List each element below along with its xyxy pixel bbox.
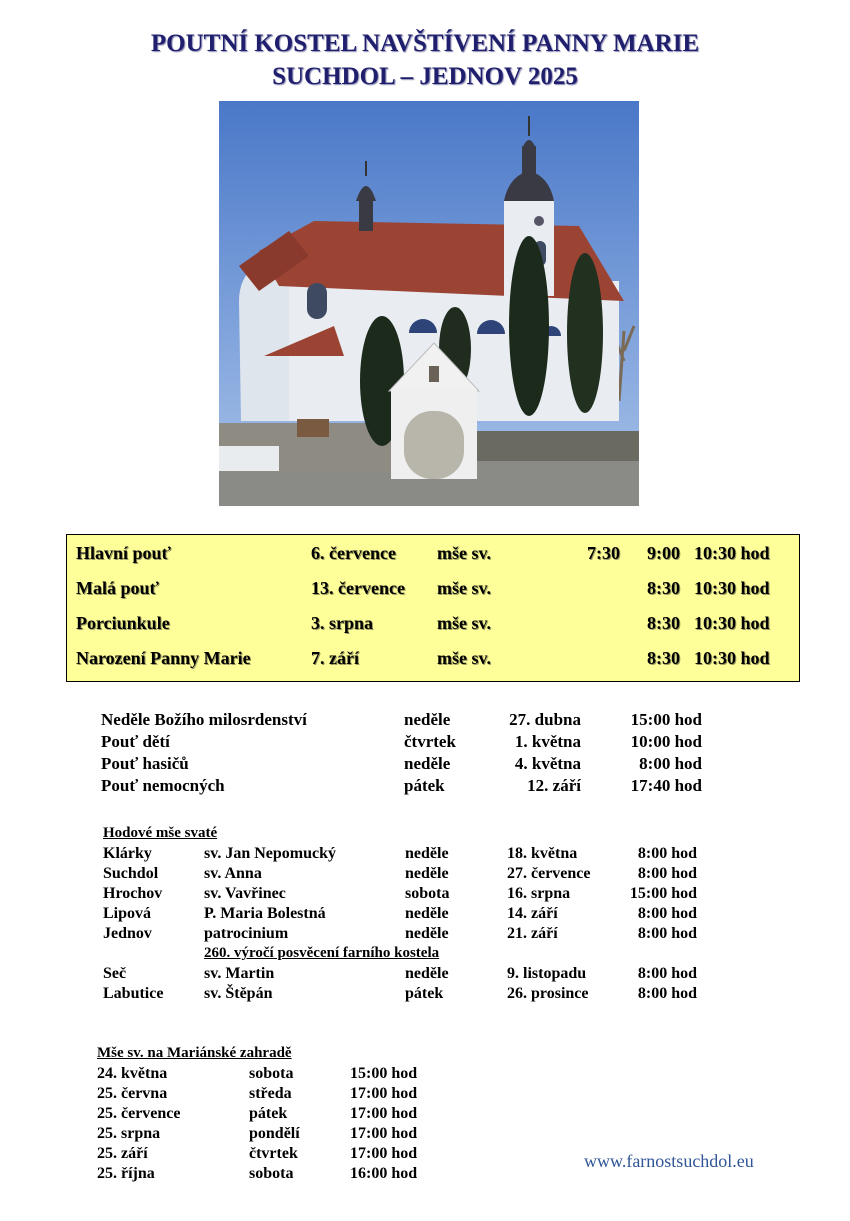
garden-time: 17:00 hod <box>350 1145 418 1162</box>
pilgrimage-time-1: 7:30 <box>587 543 620 563</box>
feast-place: Seč <box>103 965 127 982</box>
pilgrimage-time-3: 10:30 hod <box>694 648 770 668</box>
feast-date: 27. července <box>507 865 591 882</box>
pilgrimage-mass-label: mše sv. <box>437 578 491 598</box>
event-name: Pouť dětí <box>101 732 170 751</box>
garden-time: 15:00 hod <box>350 1065 418 1082</box>
pilgrimage-schedule-box <box>66 534 800 682</box>
garden-date: 25. června <box>97 1085 168 1102</box>
feast-day: neděle <box>405 845 449 862</box>
feast-day: pátek <box>405 985 444 1002</box>
feast-day: neděle <box>405 865 449 882</box>
pilgrimage-time-3: 10:30 hod <box>694 543 770 563</box>
pilgrimage-time-2: 8:30 <box>647 648 680 668</box>
garden-day: čtvrtek <box>249 1145 298 1162</box>
garden-day: středa <box>249 1085 292 1102</box>
feast-time: 8:00 hod <box>637 925 697 942</box>
feast-saint: sv. Jan Nepomucký <box>204 845 337 862</box>
event-time: 8:00 hod <box>639 754 702 773</box>
feast-time: 8:00 hod <box>637 865 697 882</box>
garden-day: sobota <box>249 1065 294 1082</box>
event-date: 27. dubna <box>509 710 581 729</box>
pilgrimage-mass-label: mše sv. <box>437 543 491 563</box>
pilgrimage-date: 6. července <box>311 543 396 563</box>
feast-saint: patrocinium <box>204 925 289 942</box>
feast-place: Lipová <box>103 905 152 922</box>
garden-date: 25. srpna <box>97 1125 161 1142</box>
feast-day: neděle <box>405 925 449 942</box>
page-title-line1: POUTNÍ KOSTEL NAVŠTÍVENÍ PANNY MARIE <box>150 30 700 57</box>
garden-date: 25. října <box>97 1165 155 1182</box>
pilgrimage-date: 13. července <box>311 578 405 598</box>
feast-time: 8:00 hod <box>637 985 697 1002</box>
feast-date: 16. srpna <box>507 885 571 902</box>
anniversary-note: 260. výročí posvěcení farního kostela <box>204 945 440 961</box>
church-photo <box>219 101 639 506</box>
feast-place: Labutice <box>103 985 164 1002</box>
pilgrimage-time-2: 8:30 <box>647 613 680 633</box>
event-time: 10:00 hod <box>630 732 702 751</box>
event-day: čtvrtek <box>404 732 456 751</box>
garden-day: sobota <box>249 1165 294 1182</box>
feasts-header: Hodové mše svaté <box>103 825 218 841</box>
pilgrimage-time-2: 9:00 <box>647 543 680 563</box>
garden-date: 25. září <box>97 1145 148 1162</box>
event-day: neděle <box>404 710 451 729</box>
feast-saint: sv. Martin <box>204 965 275 982</box>
event-name: Pouť hasičů <box>101 754 189 773</box>
feast-date: 18. května <box>507 845 578 862</box>
event-day: pátek <box>404 776 445 795</box>
garden-time: 16:00 hod <box>350 1165 418 1182</box>
feast-day: neděle <box>405 905 449 922</box>
pilgrimage-name: Malá pouť <box>76 578 159 598</box>
pilgrimage-mass-label: mše sv. <box>437 648 491 668</box>
feast-day: neděle <box>405 965 449 982</box>
feast-time: 8:00 hod <box>637 965 697 982</box>
feast-place: Hrochov <box>103 885 163 902</box>
pilgrimage-name: Hlavní pouť <box>76 543 171 563</box>
event-day: neděle <box>404 754 451 773</box>
pilgrimage-time-2: 8:30 <box>647 578 680 598</box>
feast-place: Suchdol <box>103 865 159 882</box>
garden-day: pondělí <box>249 1125 300 1142</box>
feast-place: Klárky <box>103 845 152 862</box>
pilgrimage-time-3: 10:30 hod <box>694 578 770 598</box>
event-date: 12. září <box>527 776 581 795</box>
page-title-line2: SUCHDOL – JEDNOV 2025 <box>272 63 578 90</box>
event-name: Neděle Božího milosrdenství <box>101 710 307 729</box>
garden-header: Mše sv. na Mariánské zahradě <box>97 1045 292 1061</box>
feast-date: 9. listopadu <box>507 965 587 982</box>
pilgrimage-name: Narození Panny Marie <box>76 648 251 668</box>
pilgrimage-mass-label: mše sv. <box>437 613 491 633</box>
garden-time: 17:00 hod <box>350 1125 418 1142</box>
pilgrimage-date: 7. září <box>311 648 359 668</box>
feast-date: 14. září <box>507 905 558 922</box>
feast-place: Jednov <box>103 925 152 942</box>
pilgrimage-time-3: 10:30 hod <box>694 613 770 633</box>
feast-date: 26. prosince <box>507 985 589 1002</box>
garden-date: 24. května <box>97 1065 168 1082</box>
garden-date: 25. července <box>97 1105 181 1122</box>
feast-saint: sv. Anna <box>204 865 262 882</box>
pilgrimage-name: Porciunkule <box>76 613 170 633</box>
event-time: 17:40 hod <box>630 776 702 795</box>
feast-time: 15:00 hod <box>629 885 697 902</box>
event-time: 15:00 hod <box>630 710 702 729</box>
feast-date: 21. září <box>507 925 558 942</box>
event-date: 4. května <box>514 754 581 773</box>
feast-saint: sv. Štěpán <box>204 985 273 1002</box>
church-illustration <box>219 101 639 506</box>
garden-time: 17:00 hod <box>350 1105 418 1122</box>
feast-time: 8:00 hod <box>637 845 697 862</box>
event-name: Pouť nemocných <box>101 776 225 795</box>
event-date: 1. května <box>514 732 581 751</box>
feast-saint: P. Maria Bolestná <box>204 905 326 922</box>
feast-saint: sv. Vavřinec <box>204 885 286 902</box>
pilgrimage-date: 3. srpna <box>311 613 374 633</box>
feast-time: 8:00 hod <box>637 905 697 922</box>
garden-day: pátek <box>249 1105 288 1122</box>
feast-day: sobota <box>405 885 450 902</box>
website-link[interactable]: www.farnostsuchdol.eu <box>584 1151 754 1171</box>
garden-time: 17:00 hod <box>350 1085 418 1102</box>
